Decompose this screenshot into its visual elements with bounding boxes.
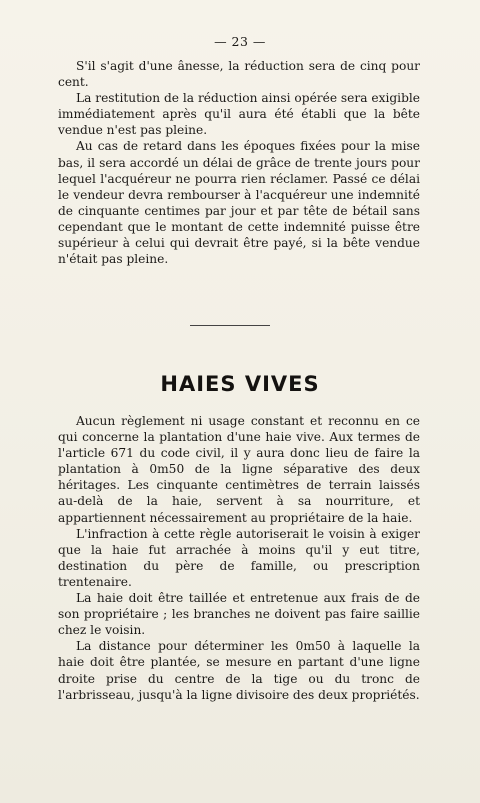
paragraph: Aucun règlement ni usage constant et reconnu en ce qui concerne la plantation d'une haie vive. Aux termes de l'article 671 du code civil, il y aura donc lieu de faire la plantation à 0m50 de la ligne séparative des deux héritages. Les cinquante centimètres de terrain laissés au-delà de la haie, servent à sa nourriture, et appartiennent nécessairement au propriétaire de la haie. <box>58 414 420 525</box>
paragraph: La restitution de la réduction ainsi opérée sera exigible immédiatement après qu'il aura été établi que la bête vendue n'est pas pleine. <box>58 91 420 138</box>
paragraph: Au cas de retard dans les époques fixées pour la mise bas, il sera accordé un délai de grâce de trente jours pour lequel l'acquéreur ne pourra rien réclamer. Passé ce délai le vendeur devra rembourser à l'acquéreur une indemnité de cinquante centimes par jour et par tête de bétail sans cependant que le montant de cette indemnité puisse être supérieur à celui qui devrait être payé, si la bête vendue n'était pas pleine. <box>58 139 420 267</box>
section-divider <box>190 325 270 326</box>
paragraph: La haie doit être taillée et entretenue aux frais de de son propriétaire ; les branches ne doivent pas faire saillie chez le voisin. <box>58 591 420 638</box>
paragraph: La distance pour déterminer les 0m50 à laquelle la haie doit être plantée, se mesure en partant d'une ligne droite prise du centre de la tige ou du tronc de l'arbrisseau, jusqu'à la ligne divisoire des deux propriétés. <box>58 639 420 702</box>
section-title: HAIES VIVES <box>160 372 320 396</box>
section-text-block <box>58 413 420 703</box>
page-number: — 23 — <box>214 34 266 49</box>
paragraph: S'il s'agit d'une ânesse, la réduction sera de cinq pour cent. <box>58 59 420 90</box>
paragraph: L'infraction à cette règle autoriserait le voisin à exiger que la haie fut arrachée à moins qu'il y eut titre, destination du père de famille, ou prescription trentenaire. <box>58 526 420 589</box>
top-text-block <box>58 58 420 267</box>
